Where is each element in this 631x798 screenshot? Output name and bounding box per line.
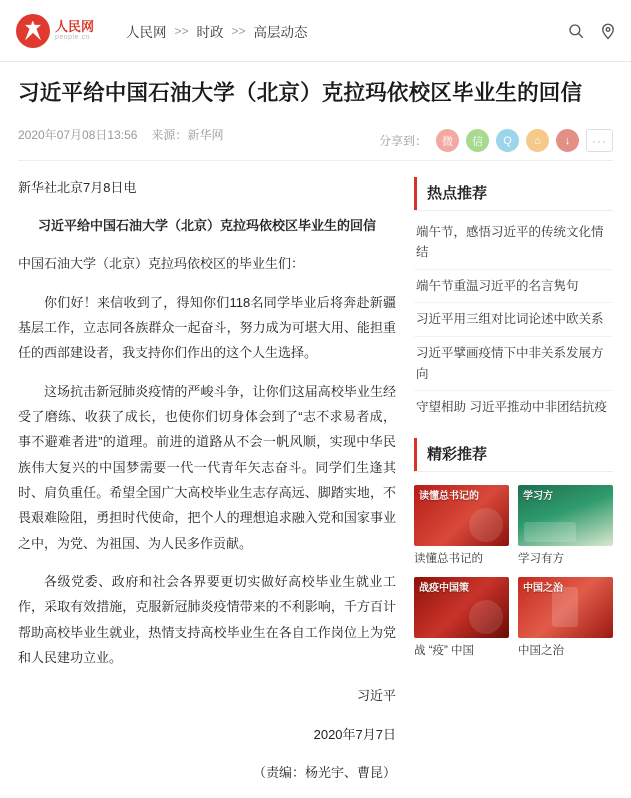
breadcrumb-item-0[interactable]: 人民网 <box>126 24 167 40</box>
content-area <box>0 161 631 798</box>
card-thumbnail-text: 中国之治 <box>523 583 563 595</box>
article-editor: （责编：杨光宇、曹昆） <box>252 765 396 781</box>
card-thumbnail[interactable] <box>414 485 509 546</box>
article-signature: 习近平 <box>356 688 396 704</box>
list-item[interactable]: 守望相助 习近平推动中非团结抗疫 <box>416 400 607 415</box>
highlights-title: 精彩推荐 <box>414 438 613 471</box>
site-logo[interactable] <box>16 14 102 48</box>
people-logo-icon <box>16 14 50 48</box>
card-thumbnail[interactable] <box>518 577 613 638</box>
article-paragraph: 各级党委、政府和社会各界要更切实做好高校毕业生就业工作，采取有效措施，克服新冠肺炎疫情带来的不利影响，千方百计帮助高校毕业生就业，热情支持高校毕业生在各自工作岗位上为党和人民建功立业。 <box>18 573 396 666</box>
list-item[interactable] <box>518 485 613 568</box>
location-pin-icon[interactable] <box>599 22 617 40</box>
share-download-icon[interactable]: ↓ <box>556 129 579 152</box>
header-icon-group <box>567 22 617 40</box>
source-label: 来源： <box>151 128 188 143</box>
list-item[interactable]: 端午节重温习近平的名言隽句 <box>414 270 613 304</box>
breadcrumb <box>126 21 308 41</box>
search-icon[interactable] <box>567 22 585 40</box>
publish-date: 2020年07月08日13:56 <box>18 128 138 143</box>
share-weibo-icon[interactable]: 微 <box>436 129 459 152</box>
list-item[interactable]: 端午节，感悟习近平的传统文化情结 <box>414 216 613 270</box>
article-body <box>18 175 396 798</box>
logo-title-en: people.cn <box>55 33 90 41</box>
logo-title-cn: 人民网 <box>55 19 95 34</box>
share-label: 分享到： <box>378 134 427 149</box>
breadcrumb-separator-0: >> <box>174 23 189 38</box>
highlights-grid-wrap <box>414 471 613 661</box>
card-thumbnail-text: 战疫中国策 <box>419 583 469 595</box>
card-caption: 战 “疫” 中国 <box>414 645 475 658</box>
card-thumbnail-text: 学习方 <box>523 490 553 502</box>
article-meta <box>18 121 613 161</box>
article-paragraph: 新华社北京7月8日电 <box>18 179 137 195</box>
card-caption: 学习有方 <box>518 552 564 565</box>
share-wechat-icon[interactable]: 信 <box>466 129 489 152</box>
highlights-panel <box>414 438 613 661</box>
title-section <box>0 62 631 109</box>
article-paragraph: 中国石油大学（北京）克拉玛依校区的毕业生们： <box>18 256 305 272</box>
highlights-grid <box>414 477 613 661</box>
card-caption: 读懂总书记的 <box>414 552 483 565</box>
share-qq-icon[interactable]: Q <box>496 129 519 152</box>
share-more-button[interactable]: ··· <box>586 129 613 152</box>
page-title: 习近平给中国石油大学（北京）克拉玛依校区毕业生的回信 <box>18 81 583 105</box>
list-item[interactable]: 习近平擘画疫情下中非关系发展方向 <box>414 337 613 391</box>
breadcrumb-separator-1: >> <box>231 23 246 38</box>
share-bar <box>379 121 613 161</box>
source-name[interactable]: 新华网 <box>187 128 224 143</box>
breadcrumb-item-1[interactable]: 时政 <box>196 24 224 40</box>
list-item[interactable] <box>414 485 509 568</box>
list-item[interactable]: 习近平用三组对比词论述中欧关系 <box>414 303 613 337</box>
card-thumbnail-text: 读懂总书记的 <box>419 490 479 502</box>
logo-text <box>55 20 94 41</box>
article-subtitle: 习近平给中国石油大学（北京）克拉玛依校区毕业生的回信 <box>37 217 376 233</box>
site-header <box>0 0 631 62</box>
breadcrumb-item-2[interactable]: 高层动态 <box>253 24 308 40</box>
card-thumbnail[interactable] <box>414 577 509 638</box>
article-sign-date: 2020年7月7日 <box>313 726 396 742</box>
article-paragraph: 这场抗击新冠肺炎疫情的严峻斗争，让你们这届高校毕业生经受了磨练、收获了成长，也使你们切身体会到了“志不求易者成，事不避难者进”的道理。前进的道路从不会一帆风顺，实现中华民族伟大复兴的中国梦需要一代一代青年矢志奋斗。同学们生逢其时、肩负重任。希望全国广大高校毕业生志存高远、脚踏实地，不畏艰难险阻，勇担时代使命，把个人的理想追求融入党和国家事业之中，为党、为祖国、为人民多作贡献。 <box>18 383 396 551</box>
card-thumbnail[interactable] <box>518 485 613 546</box>
sidebar <box>414 175 613 798</box>
card-caption: 中国之治 <box>518 645 564 658</box>
hot-recommend-list <box>414 210 613 424</box>
article-paragraph: 你们好！来信收到了，得知你们118名同学毕业后将奔赴新疆基层工作，立志同各族群众一起奋斗，努力成为可堪大用、能担重任的西部建设者，我支持你们作出的这个人生选择。 <box>18 294 396 361</box>
list-item[interactable] <box>518 577 613 660</box>
hot-recommend-panel <box>414 177 613 424</box>
share-home-icon[interactable]: ⌂ <box>526 129 549 152</box>
hot-recommend-title: 热点推荐 <box>414 177 613 210</box>
list-item[interactable] <box>414 577 509 660</box>
